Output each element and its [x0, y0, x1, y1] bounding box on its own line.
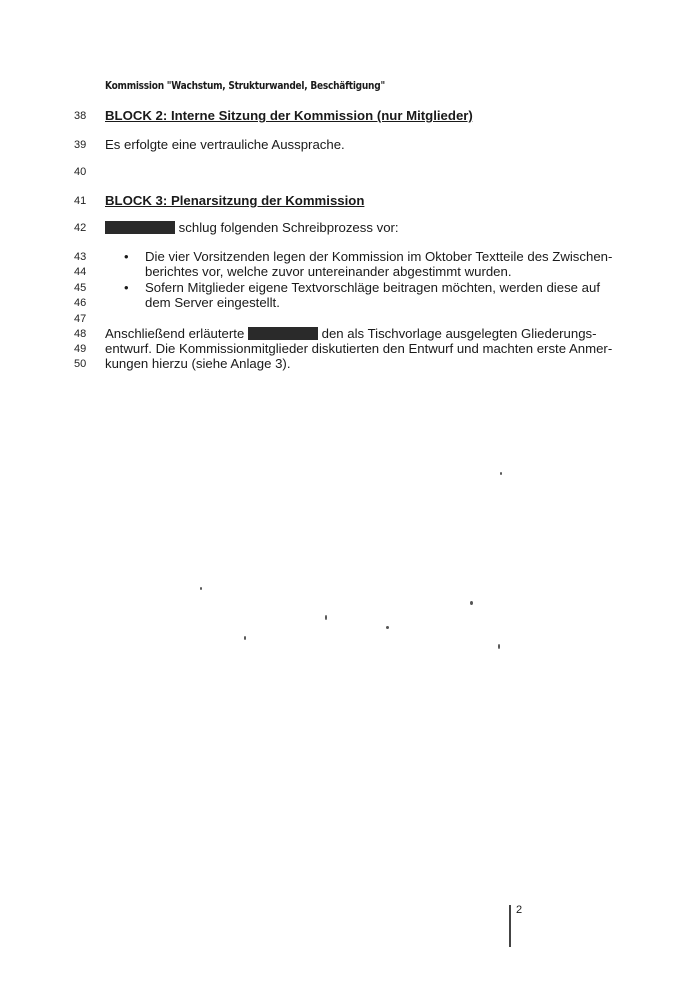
- block2-text: Es erfolgte eine vertrauliche Aussprache.: [105, 137, 345, 152]
- page-number-bar: [509, 905, 511, 947]
- bullet2-line2: dem Server eingestellt.: [145, 295, 280, 310]
- page-header: Kommission "Wachstum, Strukturwandel, Beschäftigung": [105, 79, 385, 92]
- block3-intro-text: schlug folgenden Schreibprozess vor:: [178, 220, 399, 235]
- bullet1-line2: berichtes vor, welche zuvor untereinander abgestimmt wurden.: [145, 264, 512, 279]
- paragraph-line1-before: Anschließend erläuterte: [105, 326, 245, 341]
- scan-speck: [325, 615, 327, 620]
- line-number: 39: [74, 139, 87, 151]
- line-number: 40: [74, 166, 87, 178]
- line-number: 47: [74, 313, 87, 325]
- line-number: 44: [74, 266, 87, 278]
- scan-speck: [500, 472, 502, 475]
- block2-heading: BLOCK 2: Interne Sitzung der Kommission (nur Mitglieder): [105, 108, 473, 123]
- paragraph-line2: entwurf. Die Kommissionmitglieder diskutierten den Entwurf und machten erste Anmer-: [105, 341, 613, 356]
- line-number: 41: [74, 195, 87, 207]
- bullet1-line1: Die vier Vorsitzenden legen der Kommission im Oktober Textteile des Zwischen-: [145, 249, 613, 264]
- block3-intro: [105, 220, 399, 235]
- redaction-bar: [105, 221, 175, 234]
- line-number: 45: [74, 282, 87, 294]
- scan-speck: [244, 636, 246, 640]
- line-number: 48: [74, 328, 87, 340]
- bullet2-line1: Sofern Mitglieder eigene Textvorschläge beitragen möchten, werden diese auf: [145, 280, 600, 295]
- line-number: 49: [74, 343, 87, 355]
- paragraph-line1-after: den als Tischvorlage ausgelegten Gliederungs-: [321, 326, 597, 341]
- line-number: 46: [74, 297, 87, 309]
- scan-speck: [470, 601, 473, 605]
- scan-speck: [386, 626, 389, 629]
- block3-heading: BLOCK 3: Plenarsitzung der Kommission: [105, 193, 365, 208]
- bullet-marker: •: [124, 280, 129, 295]
- paragraph-line3: kungen hierzu (siehe Anlage 3).: [105, 356, 291, 371]
- redaction-bar: [248, 327, 318, 340]
- line-number: 42: [74, 222, 87, 234]
- page-number: 2: [516, 904, 523, 916]
- line-number: 50: [74, 358, 87, 370]
- line-number: 38: [74, 110, 87, 122]
- paragraph-line1: [105, 326, 597, 341]
- scan-speck: [200, 587, 202, 590]
- scan-speck: [498, 644, 500, 649]
- bullet-marker: •: [124, 249, 129, 264]
- line-number: 43: [74, 251, 87, 263]
